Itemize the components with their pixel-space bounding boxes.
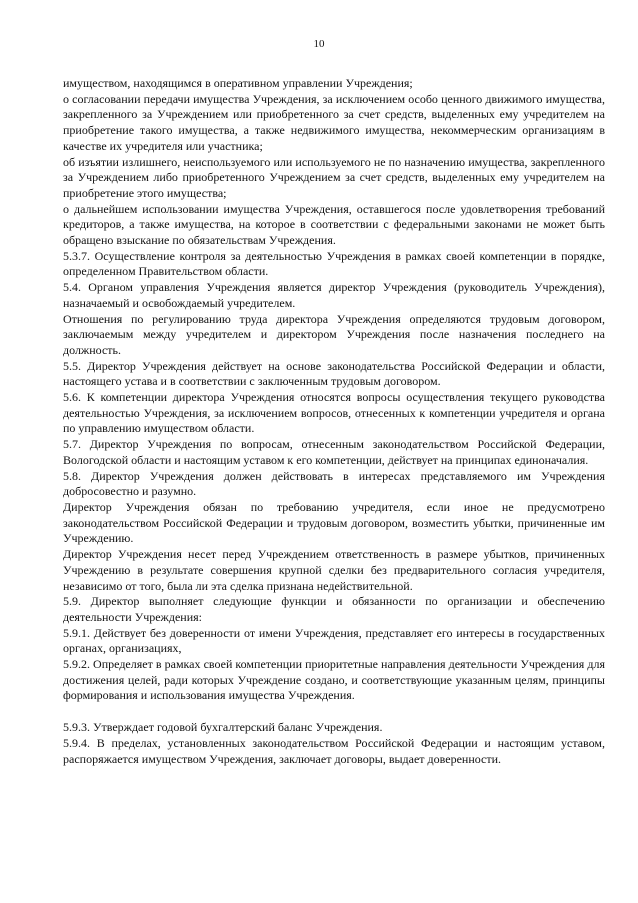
paragraph: 5.4. Органом управления Учреждения является директор Учреждения (руководитель Учреждения), назначаемый и освобождаемый учредителем. [63,280,605,310]
paragraph: Отношения по регулированию труда директора Учреждения определяются трудовым договором, заключаемым между учредителем и директором Учреждения после назначения последнего на должность. [63,311,605,357]
page-number: 10 [313,38,325,50]
paragraph: Директор Учреждения несет перед Учреждением ответственность в размере убытков, причиненных Учреждению в результате совершения крупной сделки без предварительного согласия учредителя, независимо от того, была ли эта сделка признана недействительной. [63,547,605,593]
paragraph: 5.6. К компетенции директора Учреждения относятся вопросы осуществления текущего руководства деятельностью Учреждения, за исключением вопросов, отнесенных к компетенции учредителя и органа по управлению имуществом области. [63,390,605,436]
document-body [63,76,605,767]
paragraph: 5.5. Директор Учреждения действует на основе законодательства Российской Федерации и области, настоящего устава и в соответствии с заключенным трудовым договором. [63,358,605,389]
paragraph: 5.7. Директор Учреждения по вопросам, отнесенным законодательством Российской Федерации, Вологодской области и настоящим уставом к его компетенции, действует на принципах единоначалия. [63,437,605,467]
paragraph: 5.9.2. Определяет в рамках своей компетенции приоритетные направления деятельности Учреждения для достижения целей, ради которых Учреждение создано, и соответствующие указанным целям, принципы формирования и использования имущества Учреждения. [63,657,605,703]
paragraph: о согласовании передачи имущества Учреждения, за исключением особо ценного движимого имущества, закрепленного за Учреждением или приобретенного за счет средств, выделенных ему учредителем на приобретение такого имущества, а также недвижимого имущества, некоммерческим организациям в качестве их учредителя или участника; [63,91,605,153]
paragraph: имуществом, находящимся в оперативном управлении Учреждения; [63,76,413,90]
paragraph: 5.9.1. Действует без доверенности от имени Учреждения, представляет его интересы в государственных органах, организациях, [63,625,605,656]
paragraph: об изъятии излишнего, неиспользуемого или используемого не по назначению имущества, закрепленного за Учреждением либо приобретенного Учреждением за счет средств, выделенных ему учредителем на приобретение этого имущества; [63,154,605,200]
paragraph: 5.8. Директор Учреждения должен действовать в интересах представляемого им Учреждения добросовестно и разумно. [63,468,605,499]
paragraph: 5.9. Директор выполняет следующие функции и обязанности по организации и обеспечению деятельности Учреждения: [63,594,605,624]
paragraph: Директор Учреждения обязан по требованию учредителя, если иное не предусмотрено законодательством Российской Федерации и трудовым договором, возместить убытки, причиненные им Учреждению. [63,499,605,546]
paragraph: 5.9.3. Утверждает годовой бухгалтерский баланс Учреждения. [63,720,383,735]
paragraph: 5.9.4. В пределах, установленных законодательством Российской Федерации и настоящим уставом, распоряжается имуществом Учреждения, заключает договоры, выдает доверенности. [63,735,605,766]
paragraph: 5.3.7. Осуществление контроля за деятельностью Учреждения в рамках своей компетенции в порядке, определенном Правительством области. [63,248,605,279]
paragraph-gap [63,704,605,720]
paragraph: о дальнейшем использовании имущества Учреждения, оставшегося после удовлетворения требований кредиторов, а также имущества, на которое в соответствии с федеральными законами не может быть обращено взыскание по обязательствам Учреждения. [63,201,605,248]
